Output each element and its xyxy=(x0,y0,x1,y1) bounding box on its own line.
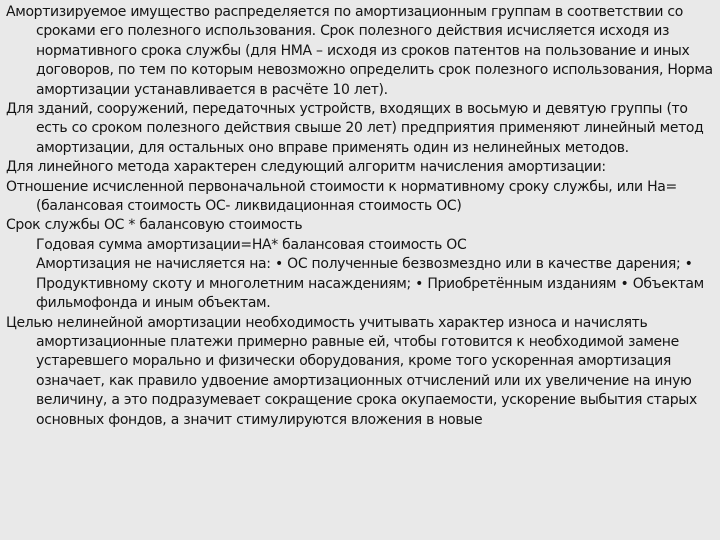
paragraph-service-life: Срок службы ОС * балансовую стоимость xyxy=(6,217,303,234)
paragraph-linear-method-buildings: Для зданий, сооружений, передаточных устройств, входящих в восьмую и девятую группы (то есть со сроком полезного действия свыше 20 лет) предприятия применяют линейный метод амортизации, для остальных оно вправе применять один из нелинейных методов. xyxy=(6,101,704,156)
paragraph-ratio-formula: Отношение исчисленной первоначальной стоимости к нормативному сроку службы, или На=(балансовая стоимость ОС- ликвидационная стоимость ОС) xyxy=(6,178,677,215)
paragraph-depreciation-groups: Амортизируемое имущество распределяется по амортизационным группам в соответствии со сроками его полезного использования. Срок полезного действия исчисляется исходя из нормативного срока службы (для НМА – исходя из сроков патентов на пользование и иных договоров, по тем по которым невозможно определить срок полезного использования, Норма амортизации устанавливается в расчёте 10 лет). xyxy=(6,4,713,98)
paragraph-linear-algorithm-intro: Для линейного метода характерен следующий алгоритм начисления амортизации: xyxy=(6,159,606,176)
paragraph-no-depreciation-list: Амортизация не начисляется на: • ОС полученные безвозмездно или в качестве дарения; • Продуктивному скоту и многолетним насаждениям; • Приобретённым изданиям • Объектам фильмофонда и иным объектам. xyxy=(36,256,704,312)
paragraph-annual-amount: Годовая сумма амортизации=НА* балансовая стоимость ОС xyxy=(36,236,467,253)
paragraph-nonlinear-purpose: Целью нелинейной амортизации необходимость учитывать характер износа и начислять амортизационные платежи примерно равные ей, чтобы готовится к необходимой замене устаревшего морально и физически оборудования, кроме того ускоренная амортизация означает, как правило удвоение амортизационных отчислений или их увеличение на иную величину, а это подразумевает сокращение срока окупаемости, ускорение выбытия старых основных фондов, а значит стимулируются вложения в новые xyxy=(6,314,697,428)
